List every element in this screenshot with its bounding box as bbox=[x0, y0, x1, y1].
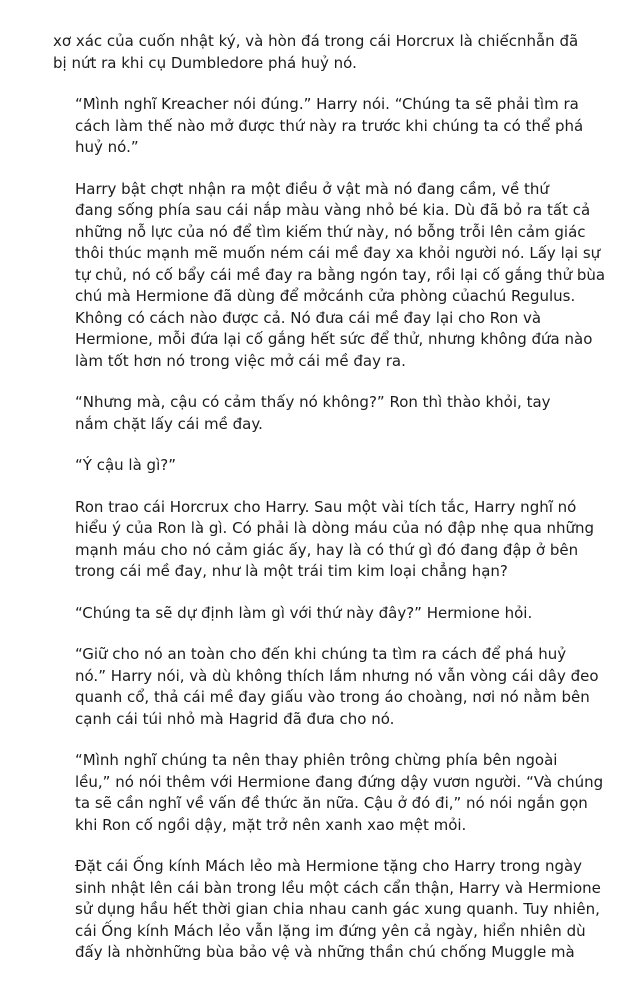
text-line: Hermione, mỗi đứa lại cố gắng hết sức để thử, nhưng không đứa nào bbox=[75, 330, 593, 348]
text-line: làm tốt hơn nó trong việc mở cái mề đay ra. bbox=[75, 351, 406, 370]
text-line: sinh nhật lên cái bàn trong lều một cách cẩn thận, Harry và Hermione bbox=[75, 878, 601, 897]
text-line: quanh cổ, thả cái mề đay giấu vào trong áo choàng, nơi nó nằm bên bbox=[75, 688, 590, 706]
text-line: đấy là nhờnhững bùa bảo vệ và những thần chú chống Muggle mà bbox=[75, 943, 575, 961]
paragraph bbox=[53, 856, 601, 964]
text-line: nắm chặt lấy cái mề đay. bbox=[75, 414, 263, 433]
text-line: hiểu ý của Ron là gì. Có phải là dòng máu của nó đập nhẹ qua những bbox=[75, 519, 595, 537]
text-line: Harry bật chợt nhận ra một điều ở vật mà nó đang cầm, về thứ bbox=[75, 179, 549, 198]
text-line: xơ xác của cuốn nhật ký, và hòn đá trong cái Horcrux là chiếcnhẫn đã bbox=[53, 32, 579, 50]
text-line: trong cái mề đay, như là một trái tim kim loại chẳng hạn? bbox=[75, 562, 508, 580]
text-line: cái Ống kính Mách lẻo vẫn lặng im đứng yên cả ngày, hiển nhiên dù bbox=[75, 921, 586, 940]
text-line: những nỗ lực của nó để tìm kiếm thứ này, nó bỗng trỗi lên cảm giác bbox=[75, 222, 586, 241]
paragraph bbox=[53, 750, 604, 836]
text-line: ta sẽ cần nghĩ về vấn đề thức ăn nữa. Cậu ở đó đi,” nó nói ngắn gọn bbox=[75, 794, 588, 812]
text-line: tự chủ, nó cố bẩy cái mề đay ra bằng ngón tay, rồi lại cố gắng thử bùa bbox=[75, 265, 606, 284]
text-line: Không có cách nào được cả. Nó đưa cái mề đay lại cho Ron và bbox=[75, 308, 542, 327]
text-line: thôi thúc mạnh mẽ muốn ném cái mề đay xa khỏi người nó. Lấy lại sự bbox=[75, 244, 601, 262]
text-line: bị nứt ra khi cụ Dumbledore phá huỷ nó. bbox=[53, 53, 357, 72]
text-line: Ron trao cái Horcrux cho Harry. Sau một vài tích tắc, Harry nghĩ nó bbox=[75, 497, 577, 516]
text-line: cách làm thế nào mở được thứ này ra trước khi chúng ta có thể phá bbox=[75, 116, 584, 135]
text-line: “Chúng ta sẽ dự định làm gì với thứ này đây?” Hermione hỏi. bbox=[75, 603, 533, 622]
text-line: sử dụng hầu hết thời gian chia nhau canh gác xung quanh. Tuy nhiên, bbox=[75, 900, 600, 918]
text-line: mạnh máu cho nó cảm giác ấy, hay là có thứ gì đó đang đập ở bên bbox=[75, 540, 579, 559]
paragraph bbox=[53, 455, 601, 477]
paragraph bbox=[53, 603, 601, 625]
paragraph bbox=[53, 644, 601, 730]
text-line: nó.” Harry nói, và dù không thích lắm nhưng nó vẫn vòng cái dây đeo bbox=[75, 666, 599, 685]
text-line: lều,” nó nói thêm với Hermione đang đứng dậy vươn người. “Và chúng bbox=[75, 772, 604, 791]
text-line: “Mình nghĩ Kreacher nói đúng.” Harry nói. “Chúng ta sẽ phải tìm ra bbox=[75, 95, 579, 113]
paragraph bbox=[53, 31, 601, 74]
text-line: “Ý cậu là gì?” bbox=[75, 456, 176, 474]
text-line: khi Ron cố ngồi dậy, mặt trở nên xanh xao mệt mỏi. bbox=[75, 815, 467, 834]
text-line: “Mình nghĩ chúng ta nên thay phiên trông chừng phía bên ngoài bbox=[75, 751, 558, 769]
paragraph bbox=[53, 179, 606, 373]
text-line: “Giữ cho nó an toàn cho đến khi chúng ta tìm ra cách để phá huỷ bbox=[75, 645, 567, 663]
paragraph bbox=[53, 392, 601, 435]
paragraph bbox=[53, 497, 601, 583]
text-line: Đặt cái Ống kính Mách lẻo mà Hermione tặng cho Harry trong ngày bbox=[75, 857, 583, 875]
paragraph bbox=[53, 94, 601, 159]
text-line: cạnh cái túi nhỏ mà Hagrid đã đưa cho nó. bbox=[75, 709, 395, 728]
text-line: đang sống phía sau cái nắp màu vàng nhỏ bé kia. Dù đã bỏ ra tất cả bbox=[75, 201, 591, 219]
text-line: huỷ nó.” bbox=[75, 138, 139, 156]
text-line: “Nhưng mà, cậu có cảm thấy nó không?” Ron thì thào khỏi, tay bbox=[75, 393, 551, 411]
text-line: chú mà Hermione đã dùng để mởcánh cửa phòng củachú Regulus. bbox=[75, 287, 576, 305]
document-page bbox=[53, 31, 606, 984]
